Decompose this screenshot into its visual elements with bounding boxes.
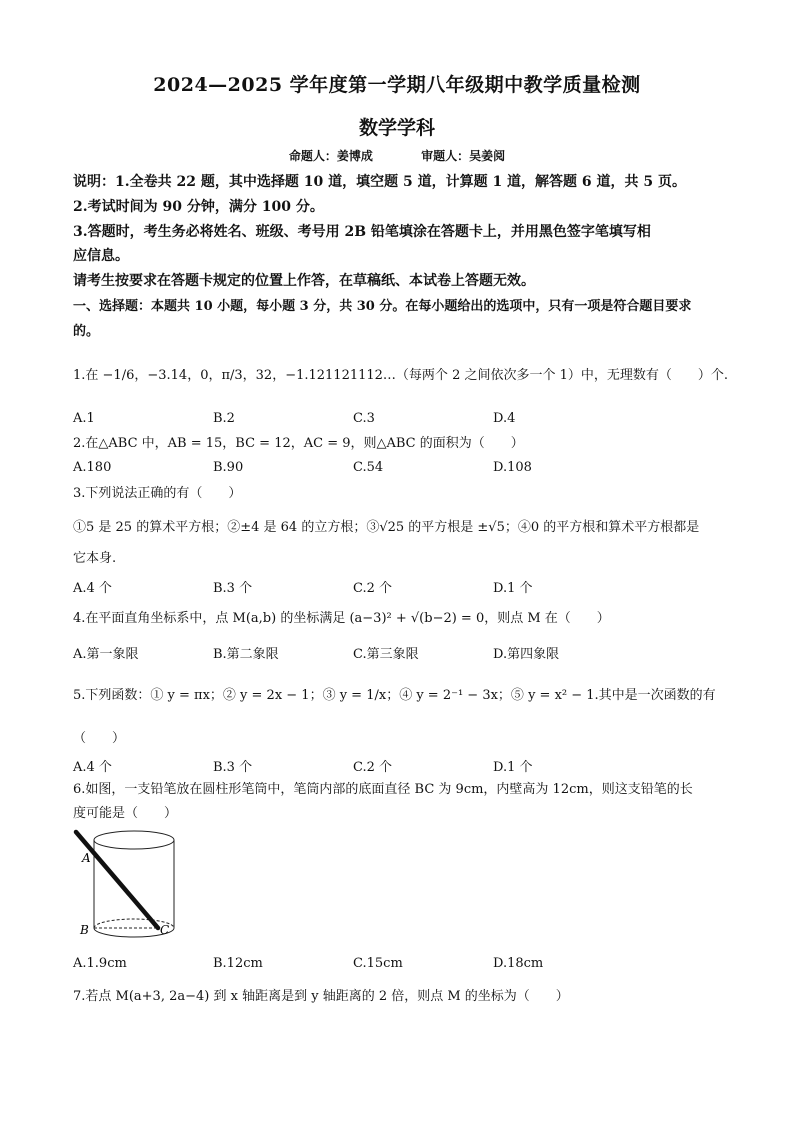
question-5-options	[73, 756, 733, 774]
section-heading-b: 的。	[73, 324, 100, 339]
question-2: 2.在△ABC 中，AB = 15，BC = 12，AC = 9，则△ABC 的面积为（ ）	[73, 436, 524, 451]
question-6-cont: 度可能是（ ）	[73, 806, 178, 821]
option-b: B.12cm	[213, 956, 263, 971]
instruction-3b: 应信息。	[73, 248, 129, 264]
exam-title: 2024—2025 学年度第一学期八年级期中教学质量检测	[153, 74, 641, 96]
cylinder-diagram	[70, 826, 180, 946]
option-b: B.2	[213, 411, 235, 426]
option-d: D.18cm	[493, 956, 544, 971]
question-1: 1.在 −1/6，−3.14，0，π/3，32，−1.121121112…（每两个 2 之间依次多一个 1）中，无理数有（ ）个.	[73, 368, 729, 383]
question-3-options	[73, 577, 733, 595]
question-5-paren: （ ）	[73, 731, 126, 746]
option-c: C.15cm	[353, 956, 403, 971]
option-b: B.90	[213, 460, 244, 475]
option-d: D.1 个	[493, 581, 533, 596]
instruction-2: 2.考试时间为 90 分钟，满分 100 分。	[73, 199, 324, 215]
instruction-4: 请考生按要求在答题卡规定的位置上作答，在草稿纸、本试卷上答题无效。	[73, 273, 535, 289]
question-3-statements-cont: 它本身.	[73, 551, 117, 566]
option-b: B.3 个	[213, 581, 253, 596]
question-7: 7.若点 M(a+3, 2a−4) 到 x 轴距离是到 y 轴距离的 2 倍，则点 M 的坐标为（ ）	[73, 989, 569, 1004]
question-5: 5.下列函数：① y = πx；② y = 2x − 1；③ y = 1/x；④ y = 2⁻¹ − 3x；⑤ y = x² − 1.其中是一次函数的有	[73, 688, 716, 703]
instruction-3a: 3.答题时，考生务必将姓名、班级、考号用 2B 铅笔填涂在答题卡上，并用黑色签字笔填写相	[73, 224, 651, 240]
option-c: C.2 个	[353, 760, 393, 775]
label-b: B	[80, 923, 89, 937]
option-c: C.54	[353, 460, 384, 475]
subject-title: 数学学科	[358, 117, 435, 139]
question-4: 4.在平面直角坐标系中，点 M(a,b) 的坐标满足 (a−3)² + √(b−2) = 0，则点 M 在（ ）	[73, 611, 610, 626]
option-d: D.第四象限	[493, 647, 560, 662]
question-3: 3.下列说法正确的有（ ）	[73, 486, 242, 501]
option-c: C.2 个	[353, 581, 393, 596]
option-d: D.108	[493, 460, 532, 475]
option-d: D.1 个	[493, 760, 533, 775]
option-a: A.第一象限	[73, 647, 139, 662]
option-a: A.4 个	[73, 581, 112, 596]
option-b: B.第二象限	[213, 647, 279, 662]
option-a: A.180	[73, 460, 112, 475]
option-c: C.第三象限	[353, 647, 419, 662]
option-a: A.1.9cm	[73, 956, 127, 971]
authors-line	[0, 147, 794, 164]
option-b: B.3 个	[213, 760, 253, 775]
instruction-1: 说明：1.全卷共 22 题，其中选择题 10 道，填空题 5 道，计算题 1 道，解答题 6 道，共 5 页。	[73, 174, 687, 190]
section-heading-a: 一、选择题：本题共 10 小题，每小题 3 分，共 30 分。在每小题给出的选项中，只有一项是符合题目要求	[73, 299, 692, 314]
question-6: 6.如图，一支铅笔放在圆柱形笔筒中，笔筒内部的底面直径 BC 为 9cm，内壁高为 12cm，则这支铅笔的长	[73, 782, 693, 797]
reviewer: 审题人：吴姜阅	[421, 149, 506, 163]
pencil	[76, 832, 158, 928]
pencil-cylinder-figure	[70, 826, 180, 946]
author: 命题人：姜博成	[288, 149, 373, 163]
label-a: A	[82, 851, 91, 865]
option-c: C.3	[353, 411, 375, 426]
label-c: C	[160, 923, 170, 937]
cylinder-top	[94, 831, 174, 849]
option-a: A.4 个	[73, 760, 112, 775]
question-2-options	[73, 460, 733, 478]
option-d: D.4	[493, 411, 516, 426]
question-3-statements: ①5 是 25 的算术平方根；②±4 是 64 的立方根；③√25 的平方根是 ±√5；④0 的平方根和算术平方根都是	[73, 520, 700, 535]
option-a: A.1	[73, 411, 95, 426]
question-6-options	[73, 956, 733, 974]
question-1-options	[73, 411, 733, 429]
question-4-options	[73, 643, 733, 661]
